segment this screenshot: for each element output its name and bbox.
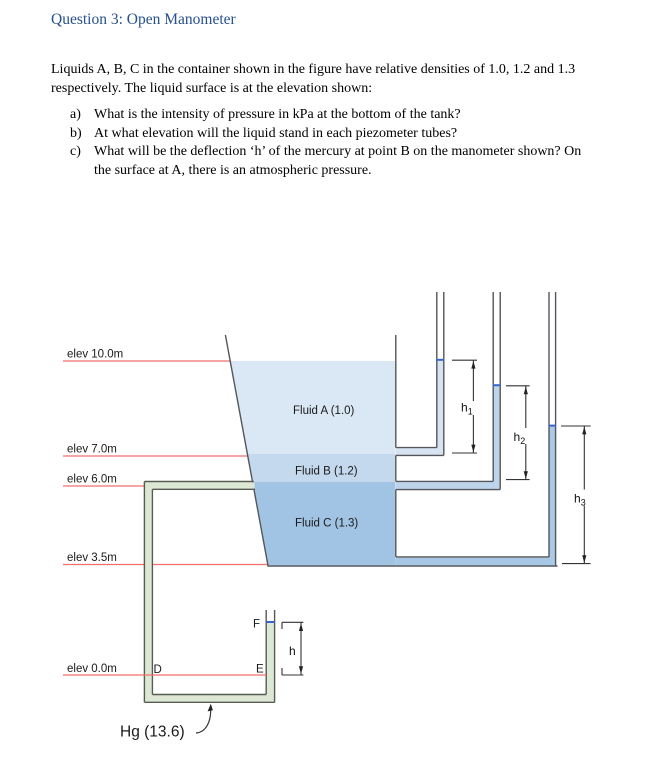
point-label-f: F [253,618,261,631]
mercury-label: Hg (13.6) [120,723,185,741]
bottom-channel-fill [395,558,556,565]
mercury-leader-line [196,708,211,734]
piezometer-3-tube-fill [549,426,555,565]
elevation-label-10m: elev 10.0m [67,348,124,361]
dimension-h3-arrow-down [582,555,586,563]
dimension-h3 [561,426,591,564]
dimension-h2-label: $h_2$ [513,430,526,446]
dimension-h2-arrow-up [524,387,528,395]
manometer-channel-fill [145,482,255,489]
dimension-h-label: h [289,644,296,658]
piezometer-2-walls [396,292,500,490]
intro-line-2: respectively. The liquid surface is at the elevation shown: [51,80,373,96]
manometer-right-tube-fill [267,623,274,702]
dimension-h3-label: $h_3$ [574,491,586,508]
elevation-label-6m: elev 6.0m [67,473,117,486]
piezometer-2-tube-fill [494,386,500,483]
dimension-h-arrow-up [299,623,303,631]
dimension-h-arrow-down [299,666,303,674]
manometer-left-tube-fill [145,482,152,701]
fluid-a-label: Fluid A (1.0) [293,405,355,417]
dimension-h2-arrow-down [524,471,528,479]
dimension-h2 [506,386,530,480]
dimension-h3-arrow-up [582,427,586,435]
fluid-c-label: Fluid C (1.3) [295,517,359,530]
question-c-line-1: What will be the deflection ‘h’ of the mercury at point B on the manometer shown? On [94,144,582,159]
piezometer-2-channel-fill [396,482,500,489]
question-b-text: At what elevation will the liquid stand in each piezometer tubes? [94,125,458,141]
dimension-h1-arrow-down [471,445,475,453]
elevation-label-0m: elev 0.0m [67,663,117,675]
elevation-labels [67,349,123,676]
page-title: Question 3: Open Manometer [51,11,236,28]
dimension-h1 [452,360,477,453]
list-marker-a: a) [70,107,81,122]
manometer-bottom-tube-fill [145,695,274,702]
list-marker-b: b) [70,125,82,141]
piezometer-1-walls [396,292,444,455]
elevation-label-7m: elev 7.0m [67,443,117,456]
mercury-leader-arrowhead [208,704,213,712]
dimension-h1-label: $h_1$ [461,400,473,417]
question-c-line-2: the surface at A, there is an atmospheric pressure. [94,162,372,178]
dimension-h1-arrow-up [471,361,475,369]
piezometer-1-channel-fill [396,448,444,455]
piezometer-1-tube-fill [437,360,443,449]
point-label-d: D [153,664,162,676]
dimension-h-deflection [282,622,303,675]
elevation-label-3-5m: elev 3.5m [67,552,117,564]
intro-line-1: Liquids A, B, C in the container shown in the figure have relative densities of 1.0, 1.2 and 1.3 [51,62,576,77]
list-marker-c: c) [70,144,81,159]
question-a-text: What is the intensity of pressure in kPa at the bottom of the tank? [94,107,461,122]
point-label-e: E [256,663,264,676]
mercury-annotation [120,704,213,741]
fluid-b-label: Fluid B (1.2) [295,465,358,478]
